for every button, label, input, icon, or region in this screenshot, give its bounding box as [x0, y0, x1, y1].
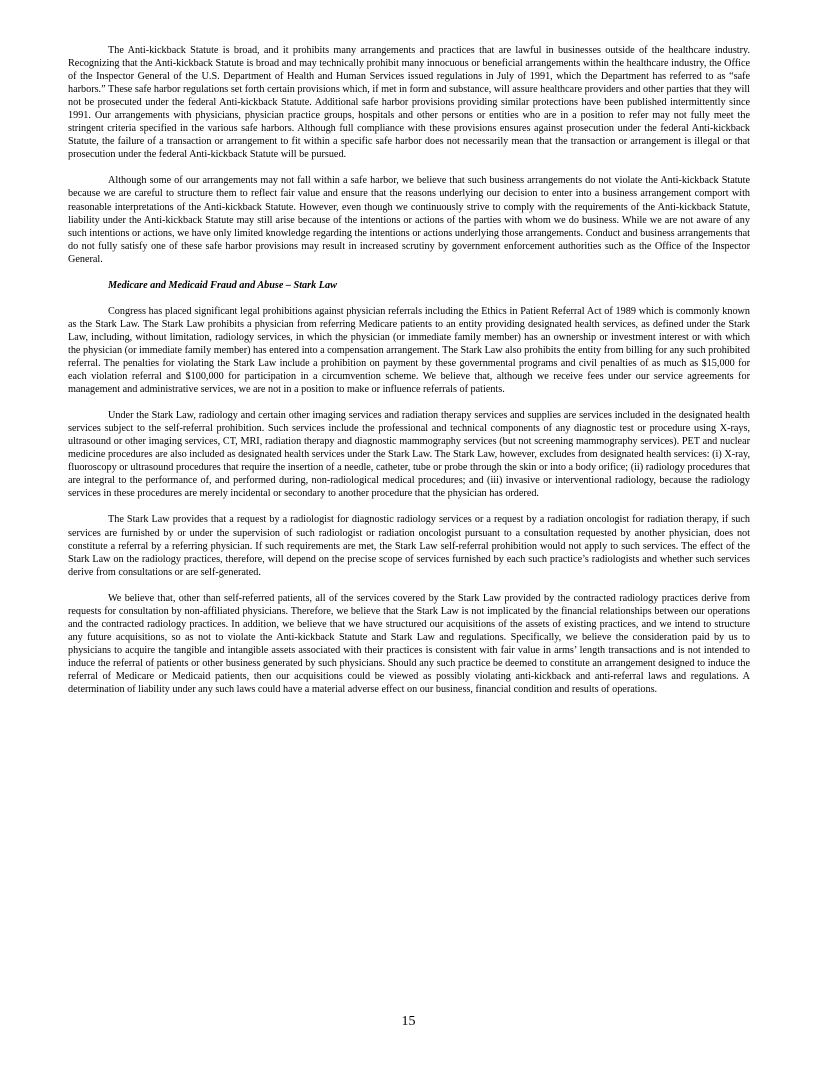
paragraph-spacer: [68, 579, 750, 592]
paragraph-arrangements: Although some of our arrangements may not fall within a safe harbor, we believe that such business arrangements do not violate the Anti-kickback Statute because we are careful to structure them to reflect fair value and ensure that the reasons underlying our decision to enter into a business arrangement comport with reasonable interpretations of the Anti-kickback Statute. However, even though we continuously strive to comply with the requirements of the Anti-kickback Statute, liability under the Anti-kickback Statute may still arise because of the intentions or actions of the parties with whom we do business. While we are not aware of any such intentions or actions, we have only limited knowledge regarding the intentions or actions underlying those arrangements. Conduct and business arrangements that do not fully satisfy one of these safe harbor provisions may result in increased scrutiny by government enforcement authorities such as the Office of the Inspector General.: [68, 175, 750, 265]
paragraph-designated-services: Under the Stark Law, radiology and certain other imaging services and radiation therapy services and supplies are services included in the designated health services subject to the self-referral prohibition. Such services include the professional and technical components of any diagnostic test or procedure using X-rays, ultrasound or other imaging services, CT, MRI, radiation therapy and diagnostic mammography services (but not screening mammography services). PET and nuclear medicine procedures are also included as designated health services under the Stark Law. The Stark Law, however, excludes from designated health services: (i) X-ray, fluoroscopy or ultrasound procedures that require the insertion of a needle, catheter, tube or probe through the skin or into a body orifice; (ii) radiology procedures that are integral to the performance of, and performed during, non-radiological medical procedures; and (iii) invasive or interventional radiology, because the radiology services in these procedures are merely incidental or secondary to another procedure that the physician has ordered.: [68, 410, 750, 500]
paragraph-spacer: [68, 292, 750, 305]
paragraph-spacer: [68, 266, 750, 279]
paragraph-spacer: [68, 500, 750, 513]
page-number: 15: [401, 1014, 416, 1029]
paragraph-stark-law-overview: Congress has placed significant legal prohibitions against physician referrals including the Ethics in Patient Referral Act of 1989 which is commonly known as the Stark Law. The Stark Law prohibits a physician from referring Medicare patients to an entity providing designated health services, as defined under the Stark Law, including, without limitation, radiology services, in which the physician (or immediate family member) has an ownership or investment interest or with which the physician (or immediate family member) has entered into a compensation arrangement. The Stark Law also prohibits the entity from billing for any such prohibited referral. The penalties for violating the Stark Law include a prohibition on payment by these governmental programs and civil penalties of as much as $15,000 for each violation referral and $100,000 for participation in a circumvention scheme. We believe that, although we receive fees under our service agreements for management and administrative services, we are not in a position to make or influence referrals of patients.: [68, 305, 750, 396]
document-body: [68, 44, 750, 696]
section-heading-stark-law: Medicare and Medicaid Fraud and Abuse – Stark Law: [108, 279, 337, 291]
paragraph-spacer: [68, 161, 750, 174]
paragraph-safe-harbors: The Anti-kickback Statute is broad, and it prohibits many arrangements and practices that are lawful in businesses outside of the healthcare industry. Recognizing that the Anti-kickback Statute is broad and may technically prohibit many innocuous or beneficial arrangements within the healthcare industry, the Office of the Inspector General of the U.S. Department of Health and Human Services issued regulations in July of 1991, which the Department has referred to as “safe harbors.” These safe harbor regulations set forth certain provisions which, if met in form and substance, will assure healthcare providers and other parties that they will not be prosecuted under the federal Anti-kickback Statute. Additional safe harbor provisions providing similar protections have been published intermittently since 1991. Our arrangements with physicians, physician practice groups, hospitals and other persons or entities who are in a position to refer may not fully meet the stringent criteria specified in the various safe harbors. Although full compliance with these provisions ensures against prosecution under the federal Anti-kickback Statute, the failure of a transaction or arrangement to fit within a specific safe harbor does not necessarily mean that the transaction or arrangement is illegal or that prosecution under the federal Anti-kickback Statute will be pursued.: [68, 45, 750, 161]
paragraph-consultation-exception: The Stark Law provides that a request by a radiologist for diagnostic radiology services or a request by a radiation oncologist for radiation therapy, if such services are furnished by or under the supervision of such radiologist or radiation oncologist pursuant to a consultation requested by another physician, does not constitute a referral by a referring physician. If such requirements are met, the Stark Law self-referral prohibition would not apply to such services. The effect of the Stark Law on the radiology practices, therefore, will depend on the precise scope of services furnished by each such practice’s radiologists and whether such services derive from consultations or are self-generated.: [68, 514, 750, 578]
paragraph-acquisitions: We believe that, other than self-referred patients, all of the services covered by the Stark Law provided by the contracted radiology practices derive from requests for consultation by non-affiliated physicians. Therefore, we believe that the Stark Law is not implicated by the financial relationships between our operations and the contracted radiology practices. In addition, we believe that we have structured our acquisitions of the assets of existing practices, and we intend to structure any future acquisitions, so as not to violate the Anti-kickback Statute and Stark Law and regulations. Specifically, we believe the consideration paid by us to physicians to acquire the tangible and intangible assets associated with their practices is consistent with fair value in arms’ length transactions and is not intended to induce the referral of patients or other business generated by such physicians. Should any such practice be deemed to constitute an arrangement designed to induce the referral of Medicare or Medicaid patients, then our acquisitions could be viewed as possibly violating anti-kickback and anti-referral laws and regulations. A determination of liability under any such laws could have a material adverse effect on our business, financial condition and results of operations.: [68, 592, 750, 696]
paragraph-spacer: [68, 396, 750, 409]
